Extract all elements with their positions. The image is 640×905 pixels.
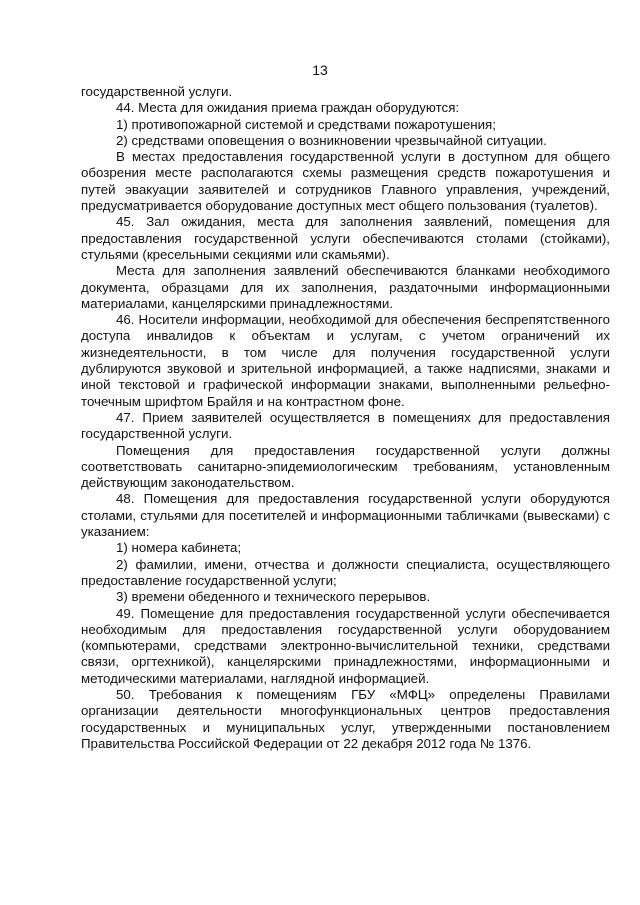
paragraph-49: 49. Помещение для предоставления государственной услуги обеспечивается необходимым для предоставления государственной услуги оборудованием (компьютерами, средствами электронно-вычислительной техники, средствами связи, оргтехникой), канцелярскими принадлежностями, информационными и методическими материалами, наглядной информацией. — [81, 605, 610, 686]
paragraph-evacuation-schemes: В местах предоставления государственной услуги в доступном для общего обозрения месте располагаются схемы размещения средств пожаротушения и путей эвакуации заявителей и сотрудников Главного управления, учреждений, предусматривается оборудование доступных мест общего пользования (туалетов). — [81, 149, 610, 214]
paragraph-48: 48. Помещения для предоставления государственной услуги оборудуются столами, стульями для посетителей и информационными табличками (вывесками) с указанием: — [81, 491, 610, 540]
paragraph-continuation: государственной услуги. — [81, 84, 233, 99]
list-item-48-3: 3) времени обеденного и технического перерывов. — [116, 589, 431, 605]
page-number: 13 — [312, 62, 328, 78]
paragraph-44: 44. Места для ожидания приема граждан оборудуются: — [116, 100, 460, 116]
paragraph-46: 46. Носители информации, необходимой для обеспечения беспрепятственного доступа инвалидов к объектам и услугам, с учетом ограничений их жизнедеятельности, в том числе для получения государственной услуги дублируются звуковой и зрительной информацией, а также надписями, знаками и иной текстовой и графической информации знаками, выполненными рельефно-точечным шрифтом Брайля и на контрастном фоне. — [81, 312, 610, 409]
list-item-44-2: 2) средствами оповещения о возникновении чрезвычайной ситуации. — [116, 132, 547, 148]
paragraph-sanitary-requirements: Помещения для предоставления государственной услуги должны соответствовать санитарно-эпидемиологическим требованиям, установленным действующим законодательством. — [81, 442, 610, 491]
paragraph-application-forms: Места для заполнения заявлений обеспечиваются бланками необходимого документа, образцами для их заполнения, раздаточными информационными материалами, канцелярскими принадлежностями. — [81, 263, 610, 311]
paragraph-47: 47. Прием заявителей осуществляется в помещениях для предоставления государственной услуги. — [81, 409, 610, 442]
paragraph-45: 45. Зал ожидания, места для заполнения заявлений, помещения для предоставления государственной услуги обеспечиваются столами (стойками), стульями (кресельными секциями или скамьями). — [81, 214, 610, 262]
list-item-48-1: 1) номера кабинета; — [116, 540, 242, 556]
list-item-48-2: 2) фамилии, имени, отчества и должности специалиста, осуществляющего предоставление государственной услуги; — [81, 556, 610, 588]
paragraph-50: 50. Требования к помещениям ГБУ «МФЦ» определены Правилами организации деятельности многофункциональных центров предоставления государственных и муниципальных услуг, утвержденными постановлением Правительства Российской Федерации от 22 декабря 2012 года № 1376. — [81, 686, 610, 751]
list-item-44-1: 1) противопожарной системой и средствами пожаротушения; — [116, 116, 496, 132]
document-body — [81, 84, 610, 752]
